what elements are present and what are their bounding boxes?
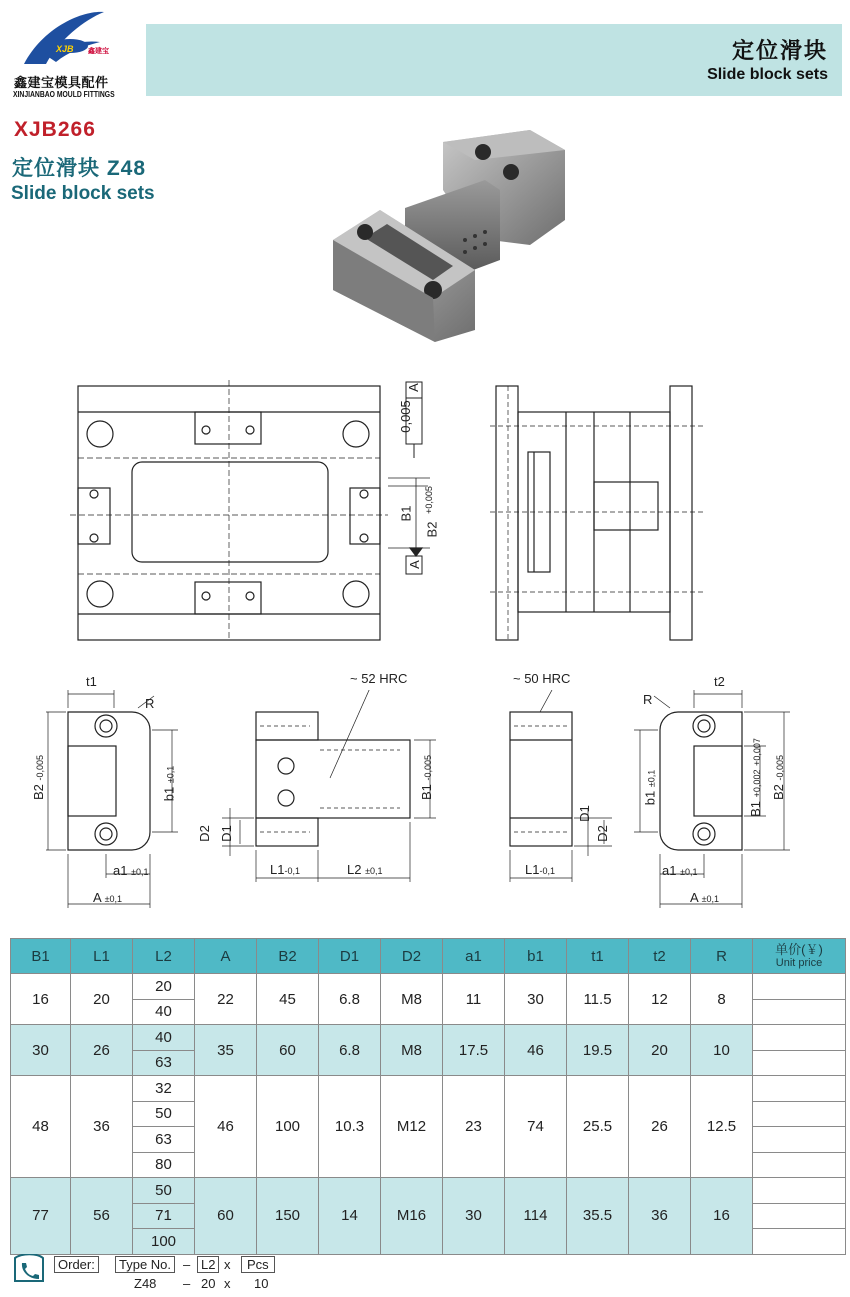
label-d2-block: D2 <box>594 825 610 842</box>
table-cell-t2: 26 <box>629 1076 691 1178</box>
table-cell-unit-price <box>753 1127 846 1153</box>
tolerance-datum: A <box>405 383 421 392</box>
table-cell-d2: M8 <box>381 1025 443 1076</box>
table-cell-d1: 6.8 <box>319 974 381 1025</box>
table-cell-b1: 77 <box>11 1178 71 1255</box>
table-cell-l1: 20 <box>71 974 133 1025</box>
table-cell-l2: 32 <box>133 1076 195 1102</box>
label-b1-right: b1 ±0,1 <box>642 769 658 806</box>
assembly-side-view <box>490 382 705 642</box>
table-cell-l2: 71 <box>133 1203 195 1229</box>
col-header: L1 <box>71 939 133 974</box>
table-cell-b1: 114 <box>505 1178 567 1255</box>
table-cell-b1: 48 <box>11 1076 71 1178</box>
table-cell-l1: 36 <box>71 1076 133 1178</box>
table-cell-r: 12.5 <box>691 1076 753 1178</box>
table-cell-l2: 40 <box>133 999 195 1025</box>
table-cell-unit-price <box>753 1203 846 1229</box>
table-cell-a: 35 <box>195 1025 257 1076</box>
table-cell-t1: 19.5 <box>567 1025 629 1076</box>
label-b1-assembly: B1 <box>398 505 414 522</box>
order-dash-2: – <box>183 1276 191 1291</box>
label-a1-left: a1 ±0,1 <box>113 863 149 878</box>
label-r-left: R <box>145 696 155 711</box>
detail-slider-bar <box>200 690 440 885</box>
col-header: R <box>691 939 753 974</box>
label-l1-slider: L1-0,1 <box>270 862 300 877</box>
col-header: B1 <box>11 939 71 974</box>
table-cell-t2: 20 <box>629 1025 691 1076</box>
table-cell-l2: 100 <box>133 1229 195 1255</box>
label-a-right: A ±0,1 <box>690 890 720 905</box>
tolerance-value: 0,005 <box>397 400 413 433</box>
table-cell-a1: 17.5 <box>443 1025 505 1076</box>
table-cell-a1: 30 <box>443 1178 505 1255</box>
order-example <box>12 1252 412 1292</box>
table-cell-b2: 100 <box>257 1076 319 1178</box>
banner-title-cn: 定位滑块 <box>731 38 828 63</box>
order-type-value: Z48 <box>134 1276 157 1291</box>
table-row <box>11 1178 846 1204</box>
col-header: b1 <box>505 939 567 974</box>
table-cell-unit-price <box>753 1178 846 1204</box>
table-cell-d2: M12 <box>381 1076 443 1178</box>
label-l2-slider: L2 ±0,1 <box>347 862 383 877</box>
table-header-row <box>11 939 846 974</box>
label-b2-right: B2 -0,005 <box>771 754 787 801</box>
tol-b2-assembly: +0,005 <box>423 486 434 514</box>
table-cell-a1: 11 <box>443 974 505 1025</box>
tolerance-frame <box>397 383 424 443</box>
logo-name-cn: 鑫建宝模具配件 <box>14 75 109 90</box>
order-pcs-value: 10 <box>254 1276 269 1291</box>
table-row <box>11 1076 846 1102</box>
table-cell-b1: 16 <box>11 974 71 1025</box>
col-header: B2 <box>257 939 319 974</box>
product-title-cn: 定位滑块 Z48 <box>12 157 147 180</box>
table-cell-d2: M16 <box>381 1178 443 1255</box>
table-cell-unit-price <box>753 1025 846 1051</box>
col-header: a1 <box>443 939 505 974</box>
table-cell-b2: 45 <box>257 974 319 1025</box>
col-header: D2 <box>381 939 443 974</box>
table-cell-l2: 63 <box>133 1050 195 1076</box>
label-t1: t1 <box>86 674 97 689</box>
table-cell-l2: 50 <box>133 1178 195 1204</box>
hrc-right-label: ~ 50 HRC <box>513 671 571 686</box>
table-cell-a: 22 <box>195 974 257 1025</box>
table-cell-unit-price <box>753 1101 846 1127</box>
table-cell-d2: M8 <box>381 974 443 1025</box>
table-cell-d1: 6.8 <box>319 1025 381 1076</box>
col-header-unit-price: 单价(￥) Unit price <box>753 939 846 974</box>
label-b2-left: B2 -0,005 <box>31 754 47 801</box>
table-cell-unit-price <box>753 1229 846 1255</box>
table-cell-unit-price <box>753 974 846 1000</box>
logo-swoosh-icon <box>4 6 139 76</box>
table-cell-t2: 12 <box>629 974 691 1025</box>
spec-table <box>10 938 846 1255</box>
table-cell-d1: 14 <box>319 1178 381 1255</box>
col-header: t2 <box>629 939 691 974</box>
label-l1-block: L1-0,1 <box>525 862 555 877</box>
detail-block-50hrc <box>500 690 620 885</box>
col-header: D1 <box>319 939 381 974</box>
label-d1-slider: D1 <box>218 825 234 842</box>
order-pcs-label: Pcs <box>241 1256 275 1273</box>
label-b2-assembly: B2 <box>424 521 440 538</box>
table-cell-t1: 35.5 <box>567 1178 629 1255</box>
table-cell-unit-price <box>753 1050 846 1076</box>
label-b1-right-tol: B1 +0,002 +0,007 <box>747 738 763 817</box>
table-cell-l2: 20 <box>133 974 195 1000</box>
logo-mark-cn: 鑫建宝 <box>88 48 109 55</box>
company-logo <box>4 6 139 98</box>
table-cell-b1: 30 <box>505 974 567 1025</box>
logo-name-en: XINJIANBAO MOULD FITTINGS <box>13 90 115 99</box>
label-b1-left: b1 ±0,1 <box>161 765 177 802</box>
table-cell-l2: 50 <box>133 1101 195 1127</box>
table-cell-b2: 150 <box>257 1178 319 1255</box>
product-photo <box>325 120 580 345</box>
label-r-right: R <box>643 692 653 707</box>
col-header: A <box>195 939 257 974</box>
assembly-front-view <box>70 378 430 643</box>
table-cell-a1: 23 <box>443 1076 505 1178</box>
table-cell-l2: 40 <box>133 1025 195 1051</box>
table-cell-l2: 80 <box>133 1152 195 1178</box>
datum-label: A <box>406 560 422 569</box>
header-banner <box>146 24 842 96</box>
hrc-left-label: ~ 52 HRC <box>350 671 408 686</box>
col-header: L2 <box>133 939 195 974</box>
order-l2-label: L2 <box>197 1256 219 1273</box>
label-b1-slider: B1 -0,005 <box>419 754 435 801</box>
label-a1-right: a1 ±0,1 <box>662 863 698 878</box>
col-header: t1 <box>567 939 629 974</box>
logo-mark: XJB <box>56 44 74 54</box>
table-cell-t2: 36 <box>629 1178 691 1255</box>
table-cell-t1: 11.5 <box>567 974 629 1025</box>
table-cell-r: 10 <box>691 1025 753 1076</box>
table-row <box>11 974 846 1000</box>
order-l2-value: 20 <box>201 1276 216 1291</box>
table-cell-l1: 26 <box>71 1025 133 1076</box>
table-cell-b1: 74 <box>505 1076 567 1178</box>
banner-title-en: Slide block sets <box>707 66 828 83</box>
order-type-label: Type No. <box>115 1256 175 1273</box>
order-dash: – <box>183 1257 191 1272</box>
table-cell-a: 60 <box>195 1178 257 1255</box>
order-x: x <box>224 1257 231 1272</box>
table-cell-d1: 10.3 <box>319 1076 381 1178</box>
label-t2: t2 <box>714 674 725 689</box>
table-cell-b1: 30 <box>11 1025 71 1076</box>
table-cell-unit-price <box>753 1076 846 1102</box>
phone-icon <box>12 1254 46 1284</box>
table-cell-l1: 56 <box>71 1178 133 1255</box>
table-cell-unit-price <box>753 999 846 1025</box>
label-d2-slider: D2 <box>196 825 212 842</box>
order-label: Order: <box>54 1256 99 1273</box>
table-cell-r: 16 <box>691 1178 753 1255</box>
table-cell-b1: 46 <box>505 1025 567 1076</box>
product-code: XJB266 <box>14 118 96 141</box>
table-row <box>11 1025 846 1051</box>
table-cell-t1: 25.5 <box>567 1076 629 1178</box>
table-cell-b2: 60 <box>257 1025 319 1076</box>
table-cell-l2: 63 <box>133 1127 195 1153</box>
product-title-en: Slide block sets <box>11 183 155 204</box>
order-x-2: x <box>224 1276 231 1291</box>
table-cell-unit-price <box>753 1152 846 1178</box>
label-a-left: A ±0,1 <box>93 890 123 905</box>
table-cell-r: 8 <box>691 974 753 1025</box>
table-cell-a: 46 <box>195 1076 257 1178</box>
label-d1-block: D1 <box>576 805 592 822</box>
